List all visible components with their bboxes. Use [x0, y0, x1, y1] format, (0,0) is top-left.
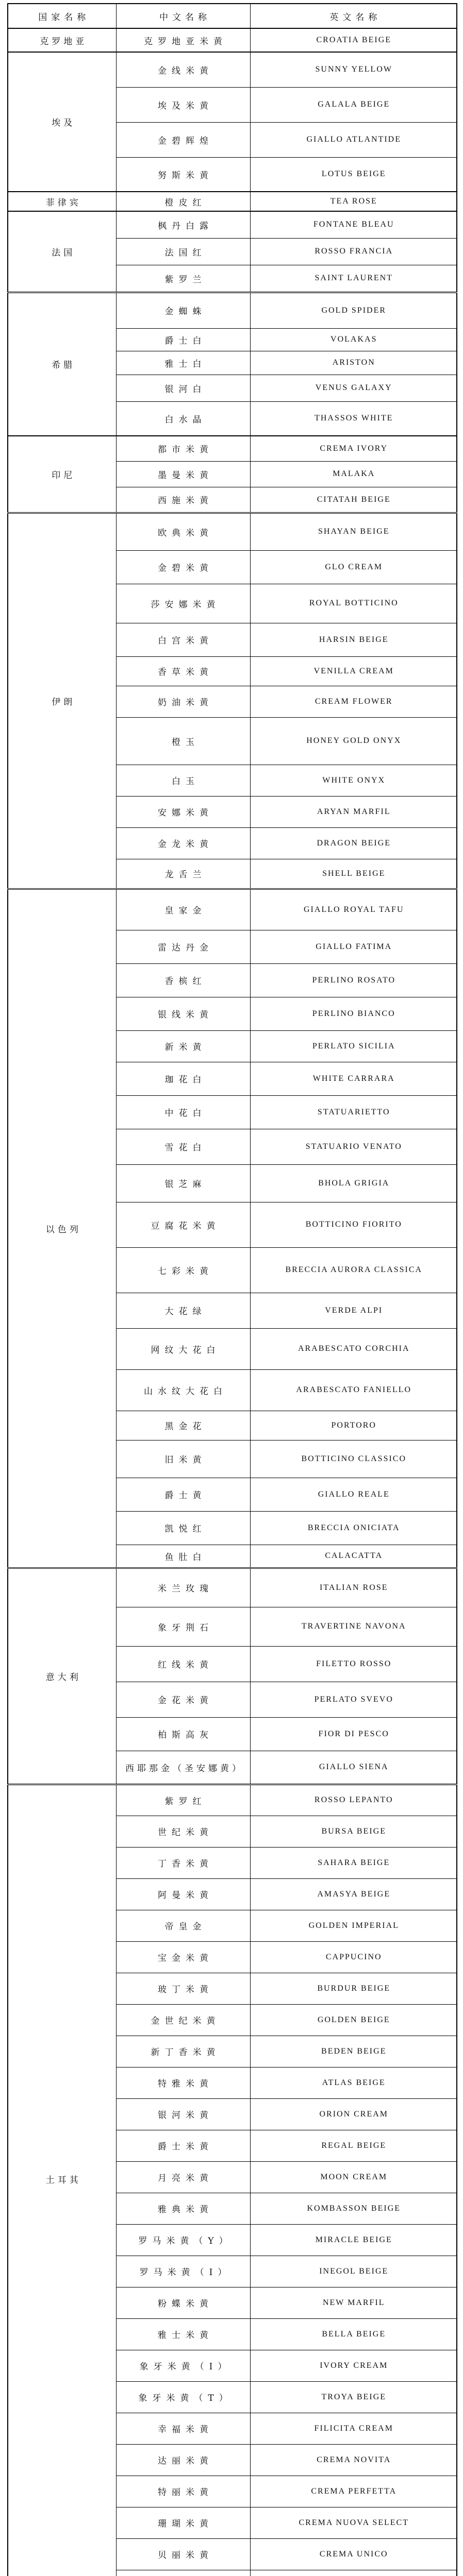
english-name-cell: MALAKA: [250, 461, 457, 487]
chinese-name-cell: 白宫米黄: [116, 623, 250, 656]
english-name-cell: THASSOS WHITE: [250, 401, 457, 436]
chinese-name-cell: 金线米黄: [116, 52, 250, 87]
english-name-cell: PERLATO SVEVO: [250, 1682, 457, 1717]
chinese-name-cell: 紫罗红: [116, 1784, 250, 1816]
chinese-name-cell: 金碧米黄: [116, 550, 250, 584]
english-name-cell: TROYA BEIGE: [250, 2381, 457, 2413]
english-name-cell: STATUARIO VENATO: [250, 1129, 457, 1164]
english-name-cell: ARABESCATO FANIELLO: [250, 1369, 457, 1411]
english-name-cell: STATUARIETTO: [250, 1095, 457, 1129]
english-name-cell: FIOR DI PESCO: [250, 1717, 457, 1751]
english-name-cell: BEDEN BEIGE: [250, 2036, 457, 2067]
chinese-name-cell: 香槟红: [116, 963, 250, 997]
chinese-name-cell: 欧典米黄: [116, 513, 250, 550]
english-name-cell: BURSA BEIGE: [250, 1816, 457, 1847]
english-name-cell: KOMBASSON BEIGE: [250, 2193, 457, 2224]
chinese-name-cell: [116, 2570, 250, 2576]
english-name-cell: GALALA BEIGE: [250, 87, 457, 122]
chinese-name-cell: 金世纪米黄: [116, 2004, 250, 2036]
english-name-cell: GIALLO ROYAL TAFU: [250, 889, 457, 930]
english-name-cell: SHELL BEIGE: [250, 859, 457, 889]
english-name-cell: BOTTICINO FIORITO: [250, 1202, 457, 1247]
english-name-cell: CREMA NUOVA SELECT: [250, 2507, 457, 2538]
english-name-cell: GLO CREAM: [250, 550, 457, 584]
english-name-cell: ARABESCATO CORCHIA: [250, 1328, 457, 1369]
chinese-name-cell: 安娜米黄: [116, 796, 250, 827]
chinese-name-cell: 克罗地亚米黄: [116, 28, 250, 52]
country-name-cell: 埃及: [8, 52, 116, 192]
english-name-cell: CREMA UNICO: [250, 2538, 457, 2570]
english-name-cell: BRECCIA ONICIATA: [250, 1511, 457, 1545]
english-name-cell: MIRACLE BEIGE: [250, 2224, 457, 2256]
english-name-cell: ARYAN MARFIL: [250, 796, 457, 827]
country-name-cell: 菲律宾: [8, 192, 116, 211]
chinese-name-cell: 雅士白: [116, 351, 250, 375]
english-name-cell: BELLA BEIGE: [250, 2318, 457, 2350]
english-name-cell: WHITE ONYX: [250, 765, 457, 796]
english-name-cell: VENUS GALAXY: [250, 375, 457, 401]
english-name-cell: ROYAL BOTTICINO: [250, 584, 457, 623]
chinese-name-cell: 金碧辉煌: [116, 122, 250, 157]
chinese-name-cell: 粉蝶米黄: [116, 2287, 250, 2318]
english-name-cell: PERLINO ROSATO: [250, 963, 457, 997]
chinese-name-cell: 皇家金: [116, 889, 250, 930]
chinese-name-cell: 中花白: [116, 1095, 250, 1129]
chinese-name-cell: 西施米黄: [116, 487, 250, 513]
table-row: [8, 28, 457, 52]
chinese-name-cell: 罗马米黄（I）: [116, 2256, 250, 2287]
english-name-cell: ITALIAN ROSE: [250, 1568, 457, 1607]
chinese-name-cell: 珈花白: [116, 1062, 250, 1095]
chinese-name-cell: 幸福米黄: [116, 2413, 250, 2444]
english-name-cell: LOTUS BEIGE: [250, 157, 457, 192]
english-name-cell: MOON CREAM: [250, 2161, 457, 2193]
english-name-cell: HONEY GOLD ONYX: [250, 717, 457, 765]
chinese-name-cell: 象牙米黄（I）: [116, 2350, 250, 2381]
english-name-cell: CREAM FLOWER: [250, 686, 457, 717]
chinese-name-cell: 银芝麻: [116, 1164, 250, 1202]
english-name-cell: SHAYAN BEIGE: [250, 513, 457, 550]
english-name-cell: GIALLO REALE: [250, 1478, 457, 1511]
chinese-name-cell: 奶油米黄: [116, 686, 250, 717]
chinese-name-cell: 雷达丹金: [116, 930, 250, 963]
chinese-name-cell: 雅士米黄: [116, 2318, 250, 2350]
english-name-cell: DRAGON BEIGE: [250, 827, 457, 859]
chinese-name-cell: 紫罗兰: [116, 265, 250, 292]
chinese-name-cell: 米兰玫瑰: [116, 1568, 250, 1607]
chinese-name-cell: 豆腐花米黄: [116, 1202, 250, 1247]
country-name-cell: 法国: [8, 211, 116, 292]
english-name-cell: AMASYA BEIGE: [250, 1878, 457, 1910]
english-name-cell: GIALLO ATLANTIDE: [250, 122, 457, 157]
chinese-name-cell: 网纹大花白: [116, 1328, 250, 1369]
english-name-cell: BURDUR BEIGE: [250, 1973, 457, 2004]
chinese-name-cell: 墨曼米黄: [116, 461, 250, 487]
chinese-name-cell: 月亮米黄: [116, 2161, 250, 2193]
english-name-cell: HARSIN BEIGE: [250, 623, 457, 656]
header-chinese-name: 中文名称: [116, 4, 250, 28]
english-name-cell: GIALLO SIENA: [250, 1751, 457, 1784]
chinese-name-cell: 埃及米黄: [116, 87, 250, 122]
table-row: [8, 1568, 457, 1607]
country-name-cell: 克罗地亚: [8, 28, 116, 52]
chinese-name-cell: 山水纹大花白: [116, 1369, 250, 1411]
chinese-name-cell: 银河白: [116, 375, 250, 401]
chinese-name-cell: 金蜘蛛: [116, 292, 250, 328]
country-name-cell: 意大利: [8, 1568, 116, 1784]
table-row: [8, 889, 457, 930]
english-name-cell: CREMA PERFETTA: [250, 2476, 457, 2507]
english-name-cell: ROSSO FRANCIA: [250, 238, 457, 265]
chinese-name-cell: 爵士白: [116, 328, 250, 351]
table-row: [8, 211, 457, 238]
english-name-cell: ORION CREAM: [250, 2098, 457, 2130]
english-name-cell: ROSSO LEPANTO: [250, 1784, 457, 1816]
chinese-name-cell: 大花绿: [116, 1293, 250, 1328]
english-name-cell: FILETTO ROSSO: [250, 1646, 457, 1682]
chinese-name-cell: 香草米黄: [116, 656, 250, 686]
english-name-cell: VERDE ALPI: [250, 1293, 457, 1328]
chinese-name-cell: 爵士米黄: [116, 2130, 250, 2161]
chinese-name-cell: 达丽米黄: [116, 2444, 250, 2476]
table-header-row: [8, 4, 457, 28]
chinese-name-cell: 都市米黄: [116, 436, 250, 461]
english-name-cell: SAHARA BEIGE: [250, 1847, 457, 1878]
chinese-name-cell: 丁香米黄: [116, 1847, 250, 1878]
chinese-name-cell: 贝丽米黄: [116, 2538, 250, 2570]
english-name-cell: TRAVERTINE NAVONA: [250, 1607, 457, 1646]
english-name-cell: ARISTON: [250, 351, 457, 375]
english-name-cell: BOTTICINO CLASSICO: [250, 1440, 457, 1478]
english-name-cell: ATLAS BEIGE: [250, 2067, 457, 2098]
chinese-name-cell: 红线米黄: [116, 1646, 250, 1682]
chinese-name-cell: 雅典米黄: [116, 2193, 250, 2224]
chinese-name-cell: 努斯米黄: [116, 157, 250, 192]
chinese-name-cell: 白玉: [116, 765, 250, 796]
chinese-name-cell: 珊瑚米黄: [116, 2507, 250, 2538]
chinese-name-cell: 世纪米黄: [116, 1816, 250, 1847]
chinese-name-cell: 金龙米黄: [116, 827, 250, 859]
english-name-cell: SAINT LAURENT: [250, 265, 457, 292]
english-name-cell: FONTANE BLEAU: [250, 211, 457, 238]
chinese-name-cell: 宝金米黄: [116, 1941, 250, 1973]
chinese-name-cell: 玻丁米黄: [116, 1973, 250, 2004]
chinese-name-cell: 阿曼米黄: [116, 1878, 250, 1910]
english-name-cell: CAPPUCINO: [250, 1941, 457, 1973]
chinese-name-cell: 凯悦红: [116, 1511, 250, 1545]
chinese-name-cell: 象牙荆石: [116, 1607, 250, 1646]
english-name-cell: GOLDEN IMPERIAL: [250, 1910, 457, 1941]
chinese-name-cell: 龙舌兰: [116, 859, 250, 889]
chinese-name-cell: 银线米黄: [116, 997, 250, 1030]
english-name-cell: PORTORO: [250, 1411, 457, 1440]
document-sheet: [7, 3, 457, 2576]
english-name-cell: CREMA NOVITA: [250, 2444, 457, 2476]
chinese-name-cell: 黑金花: [116, 1411, 250, 1440]
english-name-cell: VOLAKAS: [250, 328, 457, 351]
english-name-cell: GOLD SPIDER: [250, 292, 457, 328]
chinese-name-cell: 新米黄: [116, 1030, 250, 1062]
chinese-name-cell: 橙玉: [116, 717, 250, 765]
table-row: [8, 513, 457, 550]
english-name-cell: BHOLA GRIGIA: [250, 1164, 457, 1202]
chinese-name-cell: 枫丹白露: [116, 211, 250, 238]
table-row: [8, 1784, 457, 1816]
english-name-cell: FILICITA CREAM: [250, 2413, 457, 2444]
chinese-name-cell: 西耶那金（圣安娜黄）: [116, 1751, 250, 1784]
english-name-cell: PERLINO BIANCO: [250, 997, 457, 1030]
header-country-name: 国家名称: [8, 4, 116, 28]
stone-names-table: [7, 3, 457, 2576]
chinese-name-cell: 象牙米黄（T）: [116, 2381, 250, 2413]
chinese-name-cell: 金花米黄: [116, 1682, 250, 1717]
country-name-cell: 希腊: [8, 292, 116, 436]
header-english-name: 英文名称: [250, 4, 457, 28]
english-name-cell: GOLDEN BEIGE: [250, 2004, 457, 2036]
chinese-name-cell: 特丽米黄: [116, 2476, 250, 2507]
chinese-name-cell: 莎安娜米黄: [116, 584, 250, 623]
english-name-cell: GIALLO FATIMA: [250, 930, 457, 963]
chinese-name-cell: 法国红: [116, 238, 250, 265]
chinese-name-cell: 雪花白: [116, 1129, 250, 1164]
table-row: [8, 52, 457, 87]
english-name-cell: VENILLA CREAM: [250, 656, 457, 686]
chinese-name-cell: 罗马米黄（Y）: [116, 2224, 250, 2256]
country-name-cell: 以色列: [8, 889, 116, 1568]
english-name-cell: WHITE CARRARA: [250, 1062, 457, 1095]
table-row: [8, 292, 457, 328]
english-name-cell: BRECCIA AURORA CLASSICA: [250, 1247, 457, 1293]
chinese-name-cell: 柏斯高灰: [116, 1717, 250, 1751]
country-name-cell: 伊朗: [8, 513, 116, 889]
english-name-cell: CITATAH BEIGE: [250, 487, 457, 513]
chinese-name-cell: 帝皇金: [116, 1910, 250, 1941]
english-name-cell: CREMA IVORY: [250, 436, 457, 461]
english-name-cell: REGAL BEIGE: [250, 2130, 457, 2161]
chinese-name-cell: 新丁香米黄: [116, 2036, 250, 2067]
chinese-name-cell: 鱼肚白: [116, 1545, 250, 1568]
chinese-name-cell: 七彩米黄: [116, 1247, 250, 1293]
english-name-cell: NEW MARFIL: [250, 2287, 457, 2318]
table-row: [8, 192, 457, 211]
table-body: [8, 28, 457, 2576]
english-name-cell: TEA ROSE: [250, 192, 457, 211]
english-name-cell: INEGOL BEIGE: [250, 2256, 457, 2287]
chinese-name-cell: 白水晶: [116, 401, 250, 436]
english-name-cell: IVORY CREAM: [250, 2350, 457, 2381]
chinese-name-cell: 特雅米黄: [116, 2067, 250, 2098]
english-name-cell: PERLATO SICILIA: [250, 1030, 457, 1062]
english-name-cell: CROATIA BEIGE: [250, 28, 457, 52]
chinese-name-cell: 橙皮红: [116, 192, 250, 211]
country-name-cell: 土耳其: [8, 1784, 116, 2576]
table-row: [8, 436, 457, 461]
chinese-name-cell: 爵士黄: [116, 1478, 250, 1511]
country-name-cell: 印尼: [8, 436, 116, 513]
english-name-cell: CALACATTA: [250, 1545, 457, 1568]
chinese-name-cell: 银河米黄: [116, 2098, 250, 2130]
chinese-name-cell: 旧米黄: [116, 1440, 250, 1478]
english-name-cell: SUNNY YELLOW: [250, 52, 457, 87]
english-name-cell: [250, 2570, 457, 2576]
